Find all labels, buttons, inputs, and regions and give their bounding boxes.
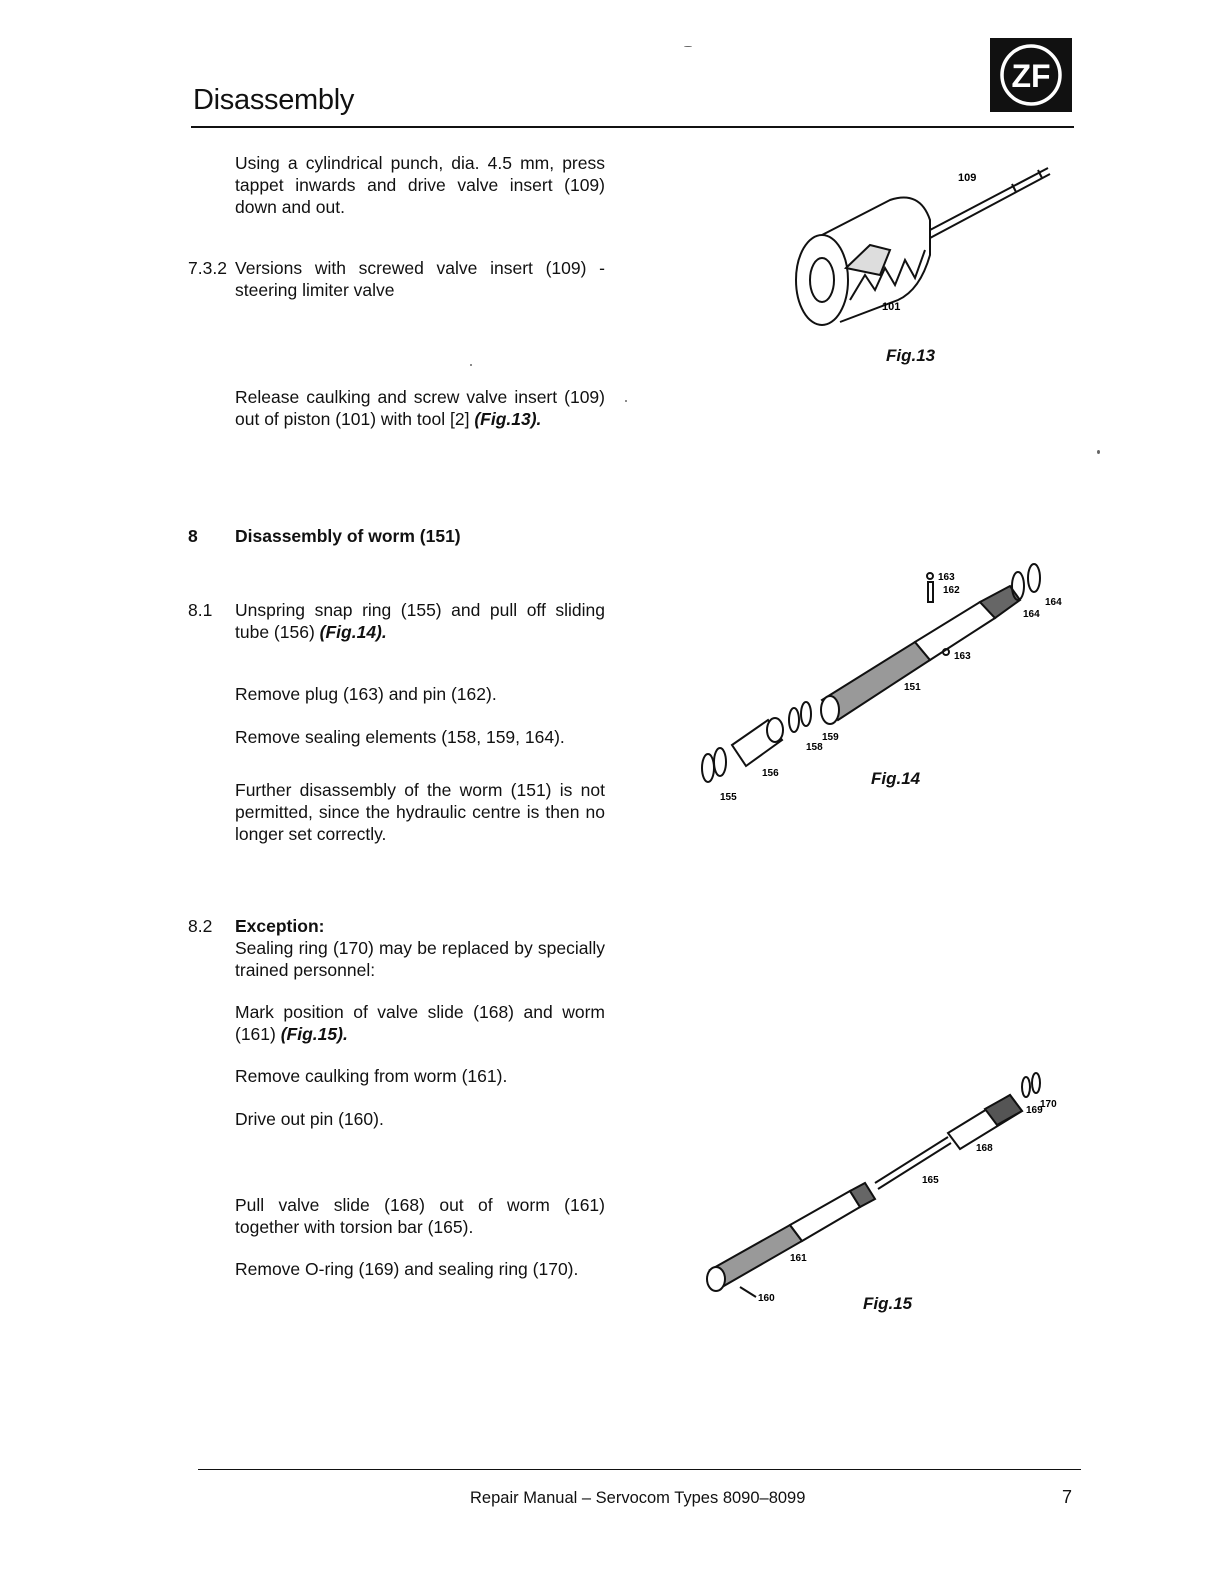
zf-logo-text: ZF (1011, 58, 1051, 94)
paragraph-remove-caulking-worm: Remove caulking from worm (161). (235, 1066, 508, 1086)
paragraph-mark-position-text: Mark position of valve slide (168) and worm (161) (235, 1002, 605, 1044)
page-number: 7 (1062, 1487, 1073, 1507)
fig14-label: 164 (1023, 609, 1040, 620)
fig13-label: 109 (958, 172, 977, 184)
footer-rule (198, 1469, 1081, 1470)
paragraph-pull-valve-slide: Pull valve slide (168) out of worm (161) together with torsion bar (165). (235, 1195, 605, 1237)
fig15-label: 161 (790, 1253, 807, 1264)
zf-logo (990, 38, 1072, 112)
paragraph-mark-position (235, 1001, 605, 1045)
paragraph-remove-sealing: Remove sealing elements (158, 159, 164). (235, 727, 565, 747)
page-title: Disassembly (193, 84, 355, 116)
fig14-label: 155 (720, 792, 737, 803)
paragraph-remove-oring: Remove O-ring (169) and sealing ring (170). (235, 1259, 579, 1279)
section-7-3-2-number: 7.3.2 (188, 258, 227, 278)
section-8-1-number: 8.1 (188, 600, 213, 620)
section-8-number: 8 (188, 526, 198, 546)
fig14-caption: Fig.14 (871, 769, 921, 788)
fig14-label: 156 (762, 768, 779, 779)
paragraph-release-caulking (235, 386, 605, 430)
paragraph-remove-plug: Remove plug (163) and pin (162). (235, 684, 497, 704)
fig15-caption: Fig.15 (863, 1294, 913, 1313)
fig14-label: 164 (1045, 597, 1062, 608)
fig15-illustration (690, 1065, 1060, 1315)
fig15-label: 168 (976, 1143, 993, 1154)
fig13-caption: Fig.13 (886, 346, 936, 365)
fig14-label: 158 (806, 742, 823, 753)
fig14-label: 151 (904, 682, 921, 693)
fig15-reference: (Fig.15). (280, 1024, 348, 1044)
section-8-1-text: Unspring snap ring (155) and pull off sliding tube (156) (235, 600, 605, 642)
paragraph-further-disassembly: Further disassembly of the worm (151) is not permitted, since the hydraulic centre is then no longer set correctly. (235, 780, 605, 844)
fig15-label: 169 (1026, 1105, 1043, 1116)
fig14-reference: (Fig.14). (319, 622, 387, 642)
scan-speck (470, 364, 472, 366)
fig14-label: 163 (954, 651, 971, 662)
section-8-2-number: 8.2 (188, 916, 213, 936)
section-8-2-text: Sealing ring (170) may be replaced by specially trained personnel: (235, 938, 605, 980)
fig15-label: 165 (922, 1175, 939, 1186)
fig15-label: 170 (1040, 1099, 1057, 1110)
header-rule (191, 126, 1074, 128)
paragraph-release-caulking-text: Release caulking and screw valve insert (109) out of piston (101) with tool [2] (235, 387, 605, 429)
section-8-1-paragraph (235, 599, 605, 643)
scan-speck (684, 46, 692, 47)
fig13-illustration (780, 150, 1080, 350)
zf-logo-icon (990, 38, 1072, 112)
paragraph-drive-out-pin: Drive out pin (160). (235, 1109, 384, 1129)
fig15-label: 160 (758, 1293, 775, 1304)
fig13-reference: (Fig.13). (474, 409, 542, 429)
section-8-2-title: Exception: (235, 916, 325, 936)
paragraph-punch: Using a cylindrical punch, dia. 4.5 mm, press tappet inwards and drive valve insert (109) down and out. (235, 153, 605, 217)
fig13-label: 101 (882, 301, 901, 313)
footer-text: Repair Manual – Servocom Types 8090–8099 (470, 1489, 806, 1507)
fig14-label: 159 (822, 732, 839, 743)
section-7-3-2-text: Versions with screwed valve insert (109) - steering limiter valve (235, 258, 605, 300)
scan-speck (1097, 450, 1100, 454)
fig14-label: 162 (943, 585, 960, 596)
section-8-title: Disassembly of worm (151) (235, 526, 461, 546)
fig14-label: 163 (938, 572, 955, 583)
scan-speck (625, 400, 627, 402)
